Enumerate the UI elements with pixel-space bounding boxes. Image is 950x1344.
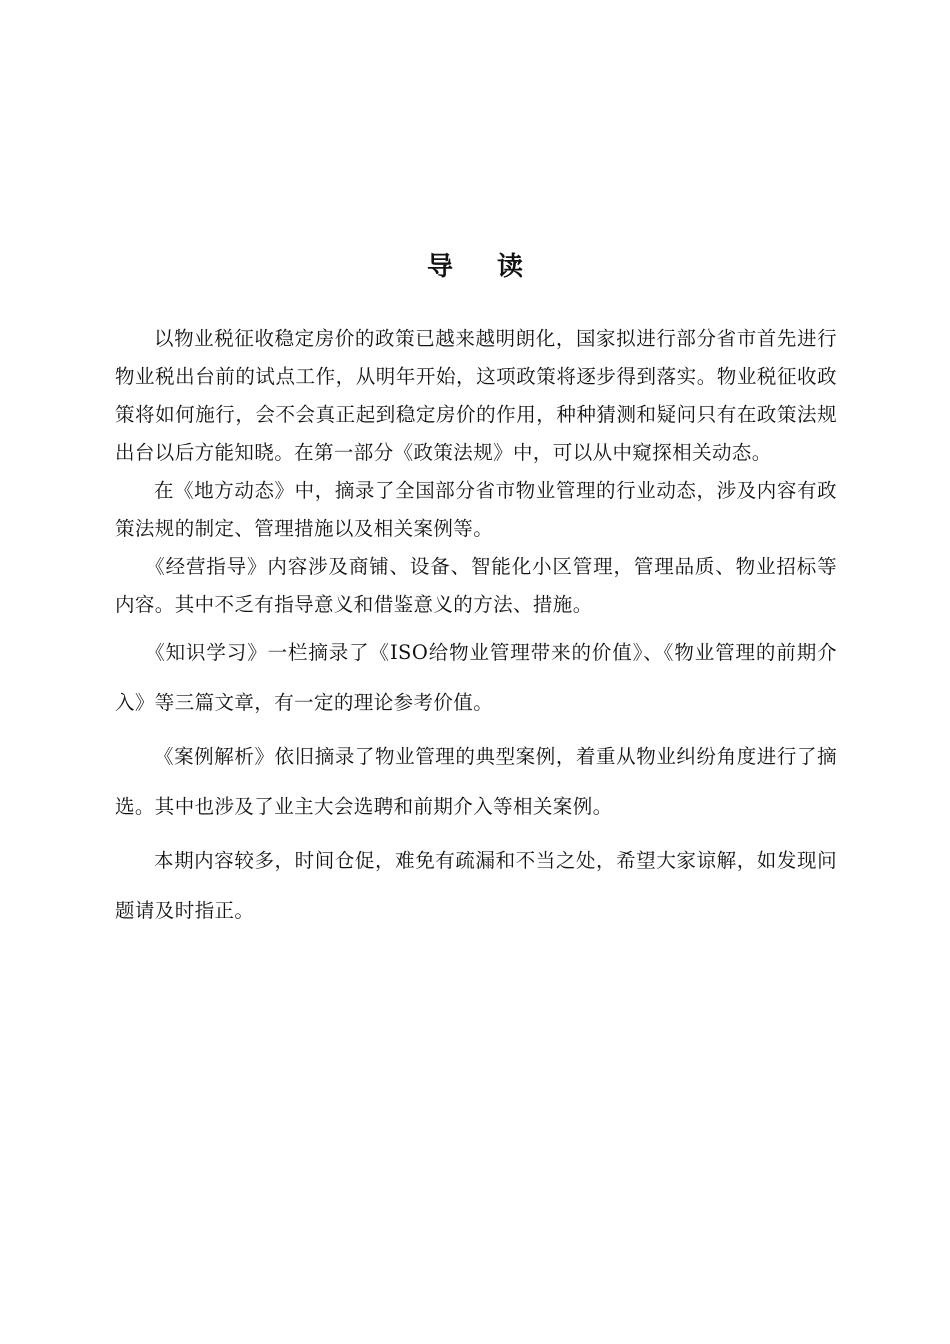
paragraph-case-analysis: 《案例解析》依旧摘录了物业管理的典型案例，着重从物业纠纷角度进行了摘选。其中也涉及了业主大会选聘和前期介入等相关案例。 xyxy=(115,745,837,818)
paragraph-closing-note: 本期内容较多，时间仓促，难免有疏漏和不当之处，希望大家谅解，如发现问题请及时指正。 xyxy=(115,849,837,922)
paragraph-knowledge-learning: 《知识学习》一栏摘录了《ISO给物业管理带来的价值》、《物业管理的前期介入》等三篇文章，有一定的理论参考价值。 xyxy=(115,641,837,714)
document-body xyxy=(115,320,837,936)
paragraph-business-guidance: 《经营指导》内容涉及商铺、设备、智能化小区管理，管理品质、物业招标等内容。其中不乏有指导意义和借鉴意义的方法、措施。 xyxy=(115,555,837,616)
page-title-char-2: 读 xyxy=(497,252,524,283)
page-title xyxy=(0,247,950,287)
paragraph-local-news: 在《地方动态》中，摘录了全国部分省市物业管理的行业动态，涉及内容有政策法规的制定、管理措施以及相关案例等。 xyxy=(115,479,837,540)
paragraph-policy-regulations: 以物业税征收稳定房价的政策已越来越明朗化，国家拟进行部分省市首先进行物业税出台前的试点工作，从明年开始，这项政策将逐步得到落实。物业税征收政策将如何施行，会不会真正起到稳定房价的作用，种种猜测和疑问只有在政策法规出台以后方能知晓。在第一部分《政策法规》中，可以从中窥探相关动态。 xyxy=(115,327,837,464)
page-title-char-1: 导 xyxy=(426,252,453,283)
